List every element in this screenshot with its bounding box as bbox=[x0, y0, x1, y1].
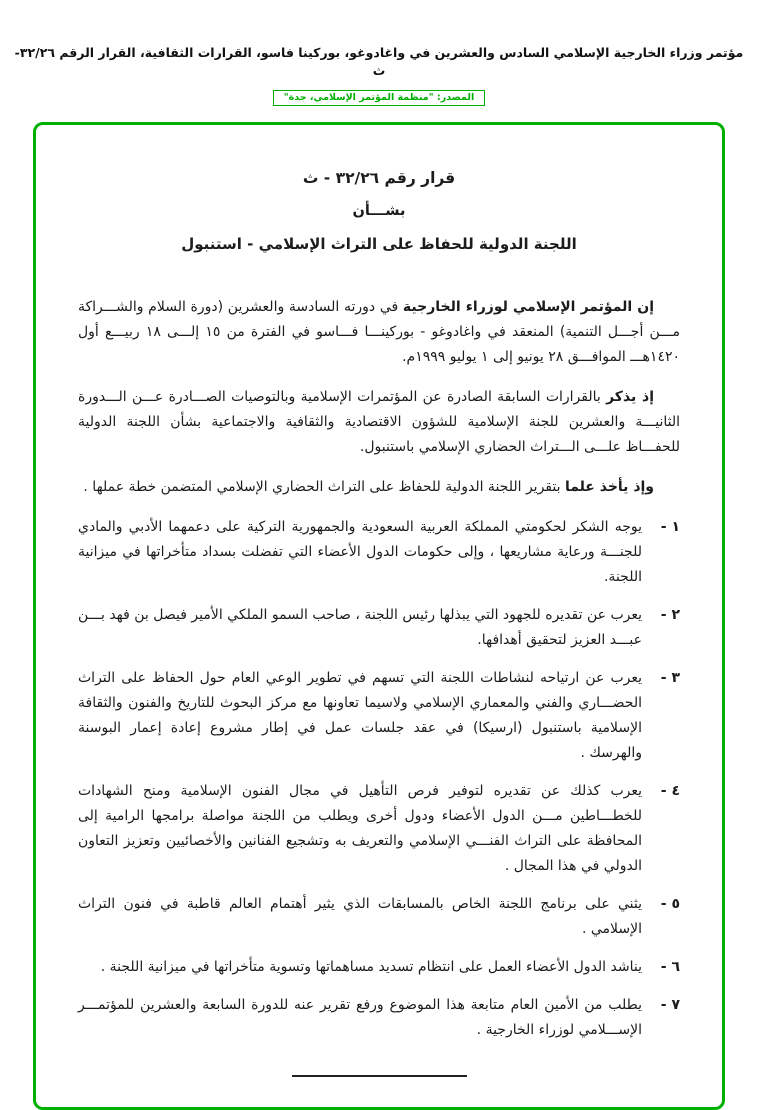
preamble-lead: إذ يذكر bbox=[606, 389, 654, 406]
item-text: يثني على برنامج اللجنة الخاص بالمسابقات الذي يثير أهتمام العالم قاطبة في فنون التراث الإسلامي . bbox=[78, 896, 642, 938]
item-number: ٢ - bbox=[660, 607, 680, 624]
list-item bbox=[78, 892, 680, 942]
item-text: يعرب كذلك عن تقديره لتوفير فرص التأهيل في مجال الفنون الإسلامية ومنح الشهادات للخطـــاطين مـــن الدول الأعضاء ودول أخرى ويطلب من اللجنة مواصلة برامجها الرامية إلى المحافظة على التراث الفنـــي الإسلامي والتعريف به وتشجيع الفنانين والأخصائيين وتعزيز التعاون الدولي في هذا المجال . bbox=[78, 783, 642, 875]
item-number: ٣ - bbox=[660, 670, 680, 687]
preamble-lead: وإذ يأخذ علما bbox=[564, 479, 654, 496]
preamble-text: بالقرارات السابقة الصادرة عن المؤتمرات الإسلامية وبالتوصيات الصـــادرة عـــن الـــدورة الثانيـــة والعشرين للجنة الإسلامية للشؤون الاقتصادية والثقافية والاجتماعية بشأن اللجنة الدولية للحفـــاظ علـــى الـــتراث الحضاري الإسلامي باستنبول. bbox=[78, 389, 680, 456]
operative-items bbox=[78, 515, 680, 1043]
preamble-paragraph bbox=[78, 475, 680, 500]
item-text: يناشد الدول الأعضاء العمل على انتظام تسديد مساهماتها وتسوية متأخراتها في ميزانية اللجنة . bbox=[100, 959, 642, 976]
resolution-box bbox=[33, 122, 725, 1110]
item-text: يعرب عن ارتياحه لنشاطات اللجنة التي تسهم في تطوير الوعي العام حول الحفاظ على التراث الحضـــاري والفني والمعماري الإسلامي ولاسيما تعاونها مع مركز البحوث للتاريخ والفنون والثقافة الإسلامية باستنبول (ارسيكا) في عقد جلسات عمل في إطار مشروع إعادة إعمار البوسنة والهرسك . bbox=[78, 670, 642, 762]
item-text: يطلب من الأمين العام متابعة هذا الموضوع ورفع تقرير عنه للدورة السابعة والعشرين للمؤتمـــر الإســـلامي لوزراء الخارجية . bbox=[78, 997, 642, 1039]
list-item bbox=[78, 779, 680, 879]
item-number: ٤ - bbox=[660, 783, 680, 800]
preamble-text: في دورته السادسة والعشرين (دورة السلام والشـــراكة مـــن أجـــل التنمية) المنعقد في واغادوغو - بوركينـــا فـــاسو في الفترة من ١٥ إلـــى ١٨ ربيـــع أول ١٤٢٠هـــ الموافـــق ٢٨ يونيو إلى ١ يوليو ١٩٩٩م. bbox=[78, 299, 680, 366]
source-label: المصدر: "منظمة المؤتمر الإسلامي، جدة" bbox=[273, 90, 486, 106]
item-number: ٦ - bbox=[660, 959, 680, 976]
list-item bbox=[78, 515, 680, 590]
preamble-paragraph bbox=[78, 385, 680, 460]
preamble-paragraph bbox=[78, 295, 680, 370]
item-number: ١ - bbox=[660, 519, 680, 536]
title-block bbox=[78, 169, 680, 253]
resolution-subject: اللجنة الدولية للحفاظ على التراث الإسلامي - استنبول bbox=[181, 235, 577, 254]
item-number: ٧ - bbox=[660, 997, 680, 1014]
resolution-number: قرار رقم ٣٢/٢٦ - ث bbox=[302, 169, 456, 188]
preamble-text: بتقرير اللجنة الدولية للحفاظ على التراث الحضاري الإسلامي المتضمن خطة عملها . bbox=[83, 479, 565, 496]
list-item bbox=[78, 993, 680, 1043]
footer-rule bbox=[292, 1075, 467, 1077]
preamble-lead: إن المؤتمر الإسلامي لوزراء الخارجية bbox=[402, 299, 655, 316]
item-text: يعرب عن تقديره للجهود التي يبذلها رئيس اللجنة ، صاحب السمو الملكي الأمير فيصل بن فهد بـــن عبـــد العزيز لتحقيق أهدافها. bbox=[78, 607, 642, 649]
list-item bbox=[78, 603, 680, 653]
list-item bbox=[78, 666, 680, 766]
item-text: يوجه الشكر لحكومتي المملكة العربية السعودية والجمهورية التركية على دعمهما الأدبي والمادي للجنـــة ورعاية مشاريعها ، وإلى حكومات الدول الأعضاء التي تفضلت بسداد متأخراتها في ميزانية اللجنة. bbox=[78, 519, 642, 586]
item-number: ٥ - bbox=[660, 896, 680, 913]
list-item bbox=[78, 955, 680, 980]
document-header: مؤتمر وزراء الخارجية الإسلامي السادس والعشرين في واغادوغو، بوركينا فاسو، القرارات الثقافية، القرار الرقم ٣٢/٢٦-ث bbox=[14, 45, 744, 79]
resolution-regarding: بشـــأن bbox=[352, 203, 406, 220]
source-line bbox=[0, 85, 758, 106]
